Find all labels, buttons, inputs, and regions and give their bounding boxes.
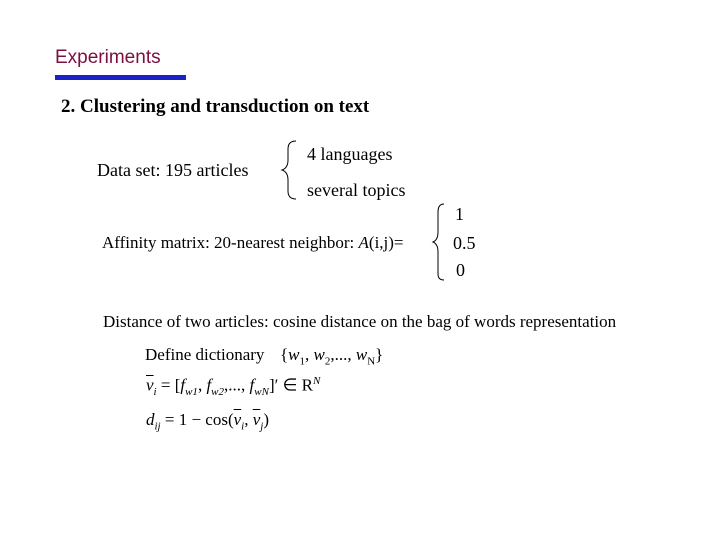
slide-subtitle: 2. Clustering and transduction on text xyxy=(61,96,370,117)
dict-w1: w xyxy=(288,345,300,364)
affinity-value-1: 1 xyxy=(455,204,464,224)
dataset-item-languages: 4 languages xyxy=(307,144,393,164)
affinity-args: (i,j)= xyxy=(368,233,404,252)
dist-close: ) xyxy=(263,410,270,429)
dataset-brace xyxy=(282,141,296,199)
dictionary-formula: {$w_1$, $w_2$,..., $w_N$} xyxy=(280,345,384,368)
dist-eq: = 1 − cos( xyxy=(160,410,234,429)
affinity-value-half: 0.5 xyxy=(453,233,476,253)
title-underline xyxy=(55,75,186,80)
dataset-item-topics: several topics xyxy=(307,180,406,200)
dist-v1: $\overline{v}$ xyxy=(233,410,242,429)
affinity-label xyxy=(102,233,404,253)
affinity-A: A xyxy=(358,233,369,252)
slide-title: Experiments xyxy=(55,47,161,68)
dist-s1: i xyxy=(241,420,245,433)
dict-open: { xyxy=(280,345,289,364)
distance-text: Distance of two articles: cosine distance on the bag of words representation xyxy=(103,312,617,331)
dict-dots: ,..., xyxy=(330,345,356,364)
vec-dots: ,..., xyxy=(224,375,250,395)
dict-wN: w xyxy=(355,345,368,364)
affinity-brace xyxy=(433,204,444,280)
dict-w2: w xyxy=(313,345,325,364)
dict-sN: N xyxy=(367,355,376,368)
vec-vi: i xyxy=(153,386,157,399)
define-dictionary-label: Define dictionary xyxy=(145,345,265,364)
vec-eq: = [ xyxy=(156,375,181,395)
dict-close: } xyxy=(375,345,384,364)
affinity-label-prefix: Affinity matrix: 20-nearest neighbor: xyxy=(102,233,359,252)
dist-sub: ij xyxy=(154,420,161,433)
vec-subN: wN xyxy=(254,386,269,399)
vector-formula: $\overline{v}_i = [f_{w1}$, $f_{w2}$,..., $f_{wN}]'$ ∈ $R^N$ xyxy=(146,375,321,399)
vec-sup: N xyxy=(312,375,321,387)
vec-close: ] xyxy=(268,375,275,395)
dict-s2: 2 xyxy=(324,355,331,368)
vec-f1: f xyxy=(180,375,186,395)
vec-tail: ′ ∈ R xyxy=(274,375,313,395)
vec-v: $\overline{v}$ xyxy=(146,375,154,395)
dist-d: d xyxy=(146,410,155,429)
vec-fN: f xyxy=(249,375,255,395)
vec-sub2: w2 xyxy=(211,386,225,399)
affinity-value-0: 0 xyxy=(456,260,465,280)
distance-formula xyxy=(146,410,269,432)
dist-s2: j xyxy=(260,420,264,433)
dist-comma: , xyxy=(244,410,253,429)
vec-f2: f xyxy=(206,375,212,395)
vec-sub1: w1 xyxy=(185,386,198,399)
dist-v2: $\overline{v}$ xyxy=(252,410,261,429)
dict-s1: 1 xyxy=(299,355,306,368)
dataset-label: Data set: 195 articles xyxy=(97,160,249,180)
